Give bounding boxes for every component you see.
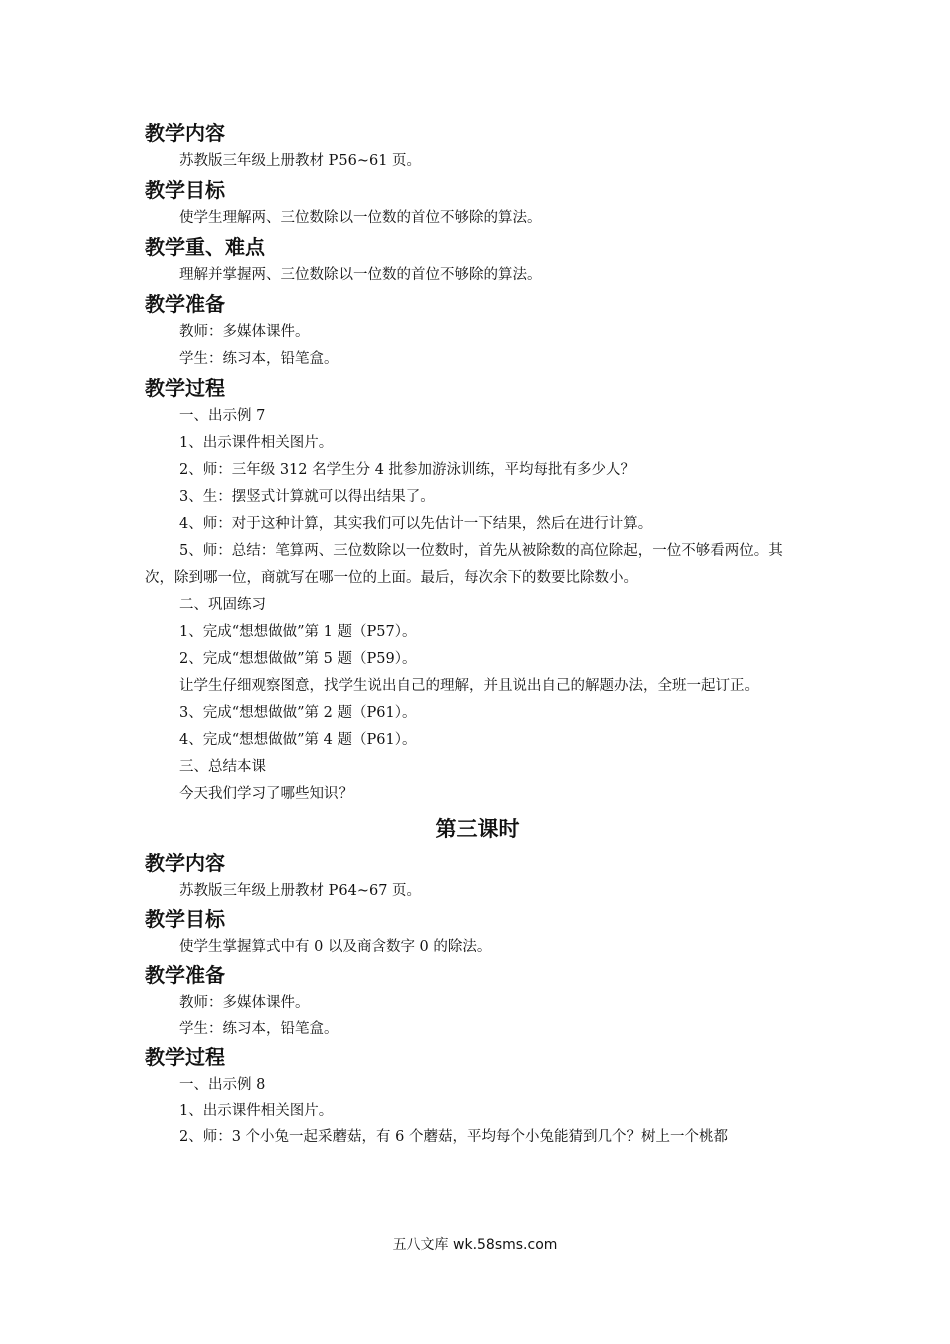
heading-teaching-content: 教学内容 — [145, 121, 225, 145]
heading-preparation: 教学准备 — [145, 292, 225, 316]
heading-preparation: 教学准备 — [145, 963, 225, 987]
heading-teaching-content: 教学内容 — [145, 851, 225, 875]
process-step: 一、出示例 7 — [179, 408, 266, 424]
teaching-content-text: 苏教版三年级上册教材 P64~67 页。 — [179, 883, 422, 899]
heading-process: 教学过程 — [145, 1045, 225, 1069]
process-step: 让学生仔细观察图意，找学生说出自己的理解，并且说出自己的解题办法，全班一起订正。 — [179, 678, 759, 694]
process-step: 1、完成“想想做做”第 1 题（P57）。 — [179, 624, 417, 640]
process-step: 2、完成“想想做做”第 5 题（P59）。 — [179, 651, 417, 667]
process-step: 2、师：3 个小兔一起采蘑菇，有 6 个蘑菇，平均每个小兔能猜到几个？树上一个桃都 — [179, 1129, 729, 1145]
process-step: 1、出示课件相关图片。 — [179, 435, 334, 451]
process-step: 今天我们学习了哪些知识？ — [179, 786, 353, 802]
process-step: 3、完成“想想做做”第 2 题（P61）。 — [179, 705, 417, 721]
teaching-content-text: 苏教版三年级上册教材 P56~61 页。 — [179, 153, 422, 169]
process-step: 5、师：总结：笔算两、三位数除以一位数时，首先从被除数的高位除起，一位不够看两位。其次，除到哪一位，商就写在哪一位的上面。最后，每次余下的数要比除数小。 — [145, 543, 783, 586]
prep-teacher: 教师：多媒体课件。 — [179, 324, 310, 340]
heading-teaching-goal: 教学目标 — [145, 907, 225, 931]
key-points-text: 理解并掌握两、三位数除以一位数的首位不够除的算法。 — [179, 267, 542, 283]
process-step: 三、总结本课 — [179, 759, 266, 775]
heading-process: 教学过程 — [145, 376, 225, 400]
lesson-3-title: 第三课时 — [435, 817, 520, 841]
footer-watermark: 五八文库 wk.58sms.com — [392, 1237, 558, 1253]
heading-key-points: 教学重、难点 — [145, 235, 265, 259]
lesson-section-1 — [145, 118, 810, 808]
process-step: 二、巩固练习 — [179, 597, 266, 613]
prep-student: 学生：练习本，铅笔盒。 — [179, 1021, 339, 1037]
teaching-goal-text: 使学生理解两、三位数除以一位数的首位不够除的算法。 — [179, 210, 542, 226]
process-step: 4、完成“想想做做”第 4 题（P61）。 — [179, 732, 417, 748]
lesson-section-2 — [145, 848, 810, 1150]
prep-student: 学生：练习本，铅笔盒。 — [179, 351, 339, 367]
heading-teaching-goal: 教学目标 — [145, 178, 225, 202]
process-step: 4、师：对于这种计算，其实我们可以先估计一下结果，然后在进行计算。 — [179, 516, 653, 532]
prep-teacher: 教师：多媒体课件。 — [179, 995, 310, 1011]
process-step: 一、出示例 8 — [179, 1077, 266, 1093]
process-step: 1、出示课件相关图片。 — [179, 1103, 334, 1119]
document-body — [145, 118, 810, 1150]
teaching-goal-text: 使学生掌握算式中有 0 以及商含数字 0 的除法。 — [179, 939, 492, 955]
process-step: 2、师：三年级 312 名学生分 4 批参加游泳训练，平均每批有多少人？ — [179, 462, 636, 478]
process-step: 3、生：摆竖式计算就可以得出结果了。 — [179, 489, 435, 505]
